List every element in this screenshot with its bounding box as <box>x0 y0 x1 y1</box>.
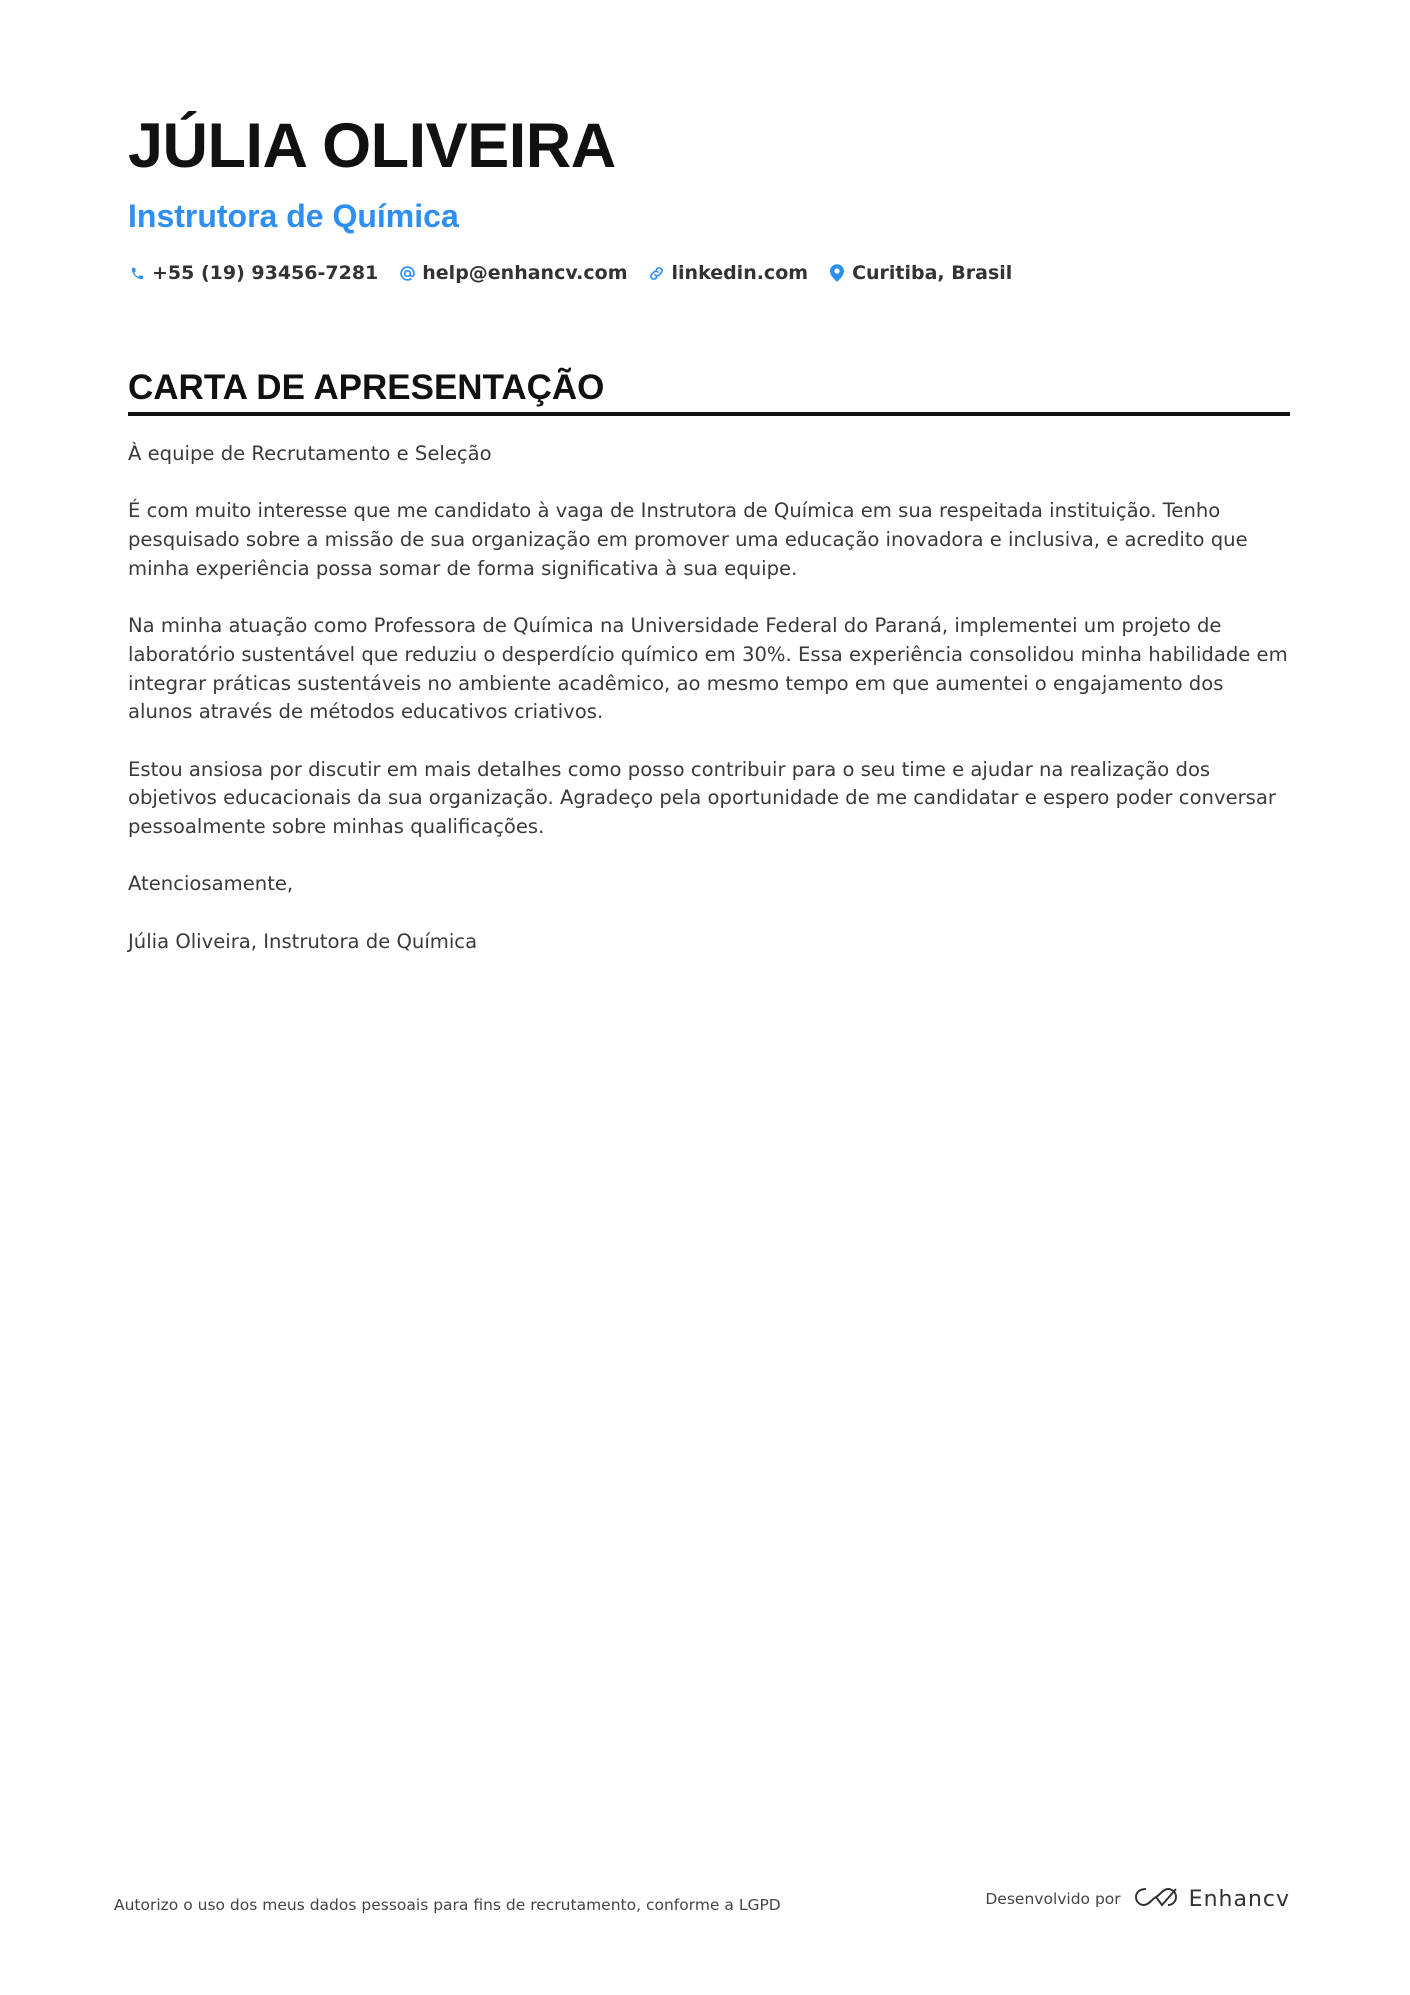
letter-paragraph-1: É com muito interesse que me candidato à vaga de Instrutora de Química em sua respeitada instituição. Tenho pesquisado sobre a missão de sua organização em promover uma educação inovadora e inclusiva, e acredito que minha experiência possa somar de forma significativa à sua equipe. <box>128 499 1248 580</box>
contact-location-text: Curitiba, Brasil <box>852 262 1013 284</box>
letter-paragraph-2: Na minha atuação como Professora de Química na Universidade Federal do Paraná, implementei um projeto de laboratório sustentável que reduziu o desperdício químico em 30%. Essa experiência consolidou minha habilidade em integrar práticas sustentáveis no ambiente acadêmico, ao mesmo tempo em que aumentei o engajamento dos alunos através de métodos educativos criativos. <box>128 614 1288 724</box>
contact-phone <box>128 262 378 284</box>
letter-paragraph-3: Estou ansiosa por discutir em mais detalhes como posso contribuir para o seu time e ajudar na realização dos objetivos educacionais da sua organização. Agradeço pela oportunidade de me candidatar e espero poder conversar pessoalmente sobre minhas qualificações. <box>128 757 1276 839</box>
letter-body <box>128 440 1290 957</box>
candidate-role: Instrutora de Química <box>128 198 459 234</box>
letter-closing: Atenciosamente, <box>128 872 294 896</box>
contact-phone-text: +55 (19) 93456-7281 <box>152 262 379 284</box>
contact-bar <box>128 262 1288 284</box>
consent-note: Autorizo o uso dos meus dados pessoais para fins de recrutamento, conforme a LGPD <box>114 1896 781 1914</box>
header <box>128 108 1288 284</box>
section-title: CARTA DE APRESENTAÇÃO <box>128 366 1290 416</box>
at-icon <box>398 263 416 283</box>
link-icon <box>648 263 666 283</box>
phone-icon <box>128 263 146 283</box>
powered-by-label: Desenvolvido por <box>985 1890 1121 1908</box>
contact-location <box>828 262 1012 284</box>
enhancv-brand-name: Enhancv <box>1188 1886 1290 1912</box>
cover-letter-section <box>128 366 1290 985</box>
location-pin-icon <box>828 263 846 283</box>
contact-linkedin-text[interactable]: linkedin.com <box>671 262 809 284</box>
contact-linkedin[interactable] <box>648 262 809 284</box>
contact-email-text[interactable]: help@enhancv.com <box>422 262 628 284</box>
enhancv-logo-icon <box>1133 1886 1179 1912</box>
letter-greeting: À equipe de Recrutamento e Seleção <box>128 442 492 465</box>
letter-signature: Júlia Oliveira, Instrutora de Química <box>128 929 478 953</box>
powered-by[interactable] <box>985 1886 1290 1912</box>
candidate-name: JÚLIA OLIVEIRA <box>128 111 616 181</box>
contact-email[interactable] <box>398 262 627 284</box>
